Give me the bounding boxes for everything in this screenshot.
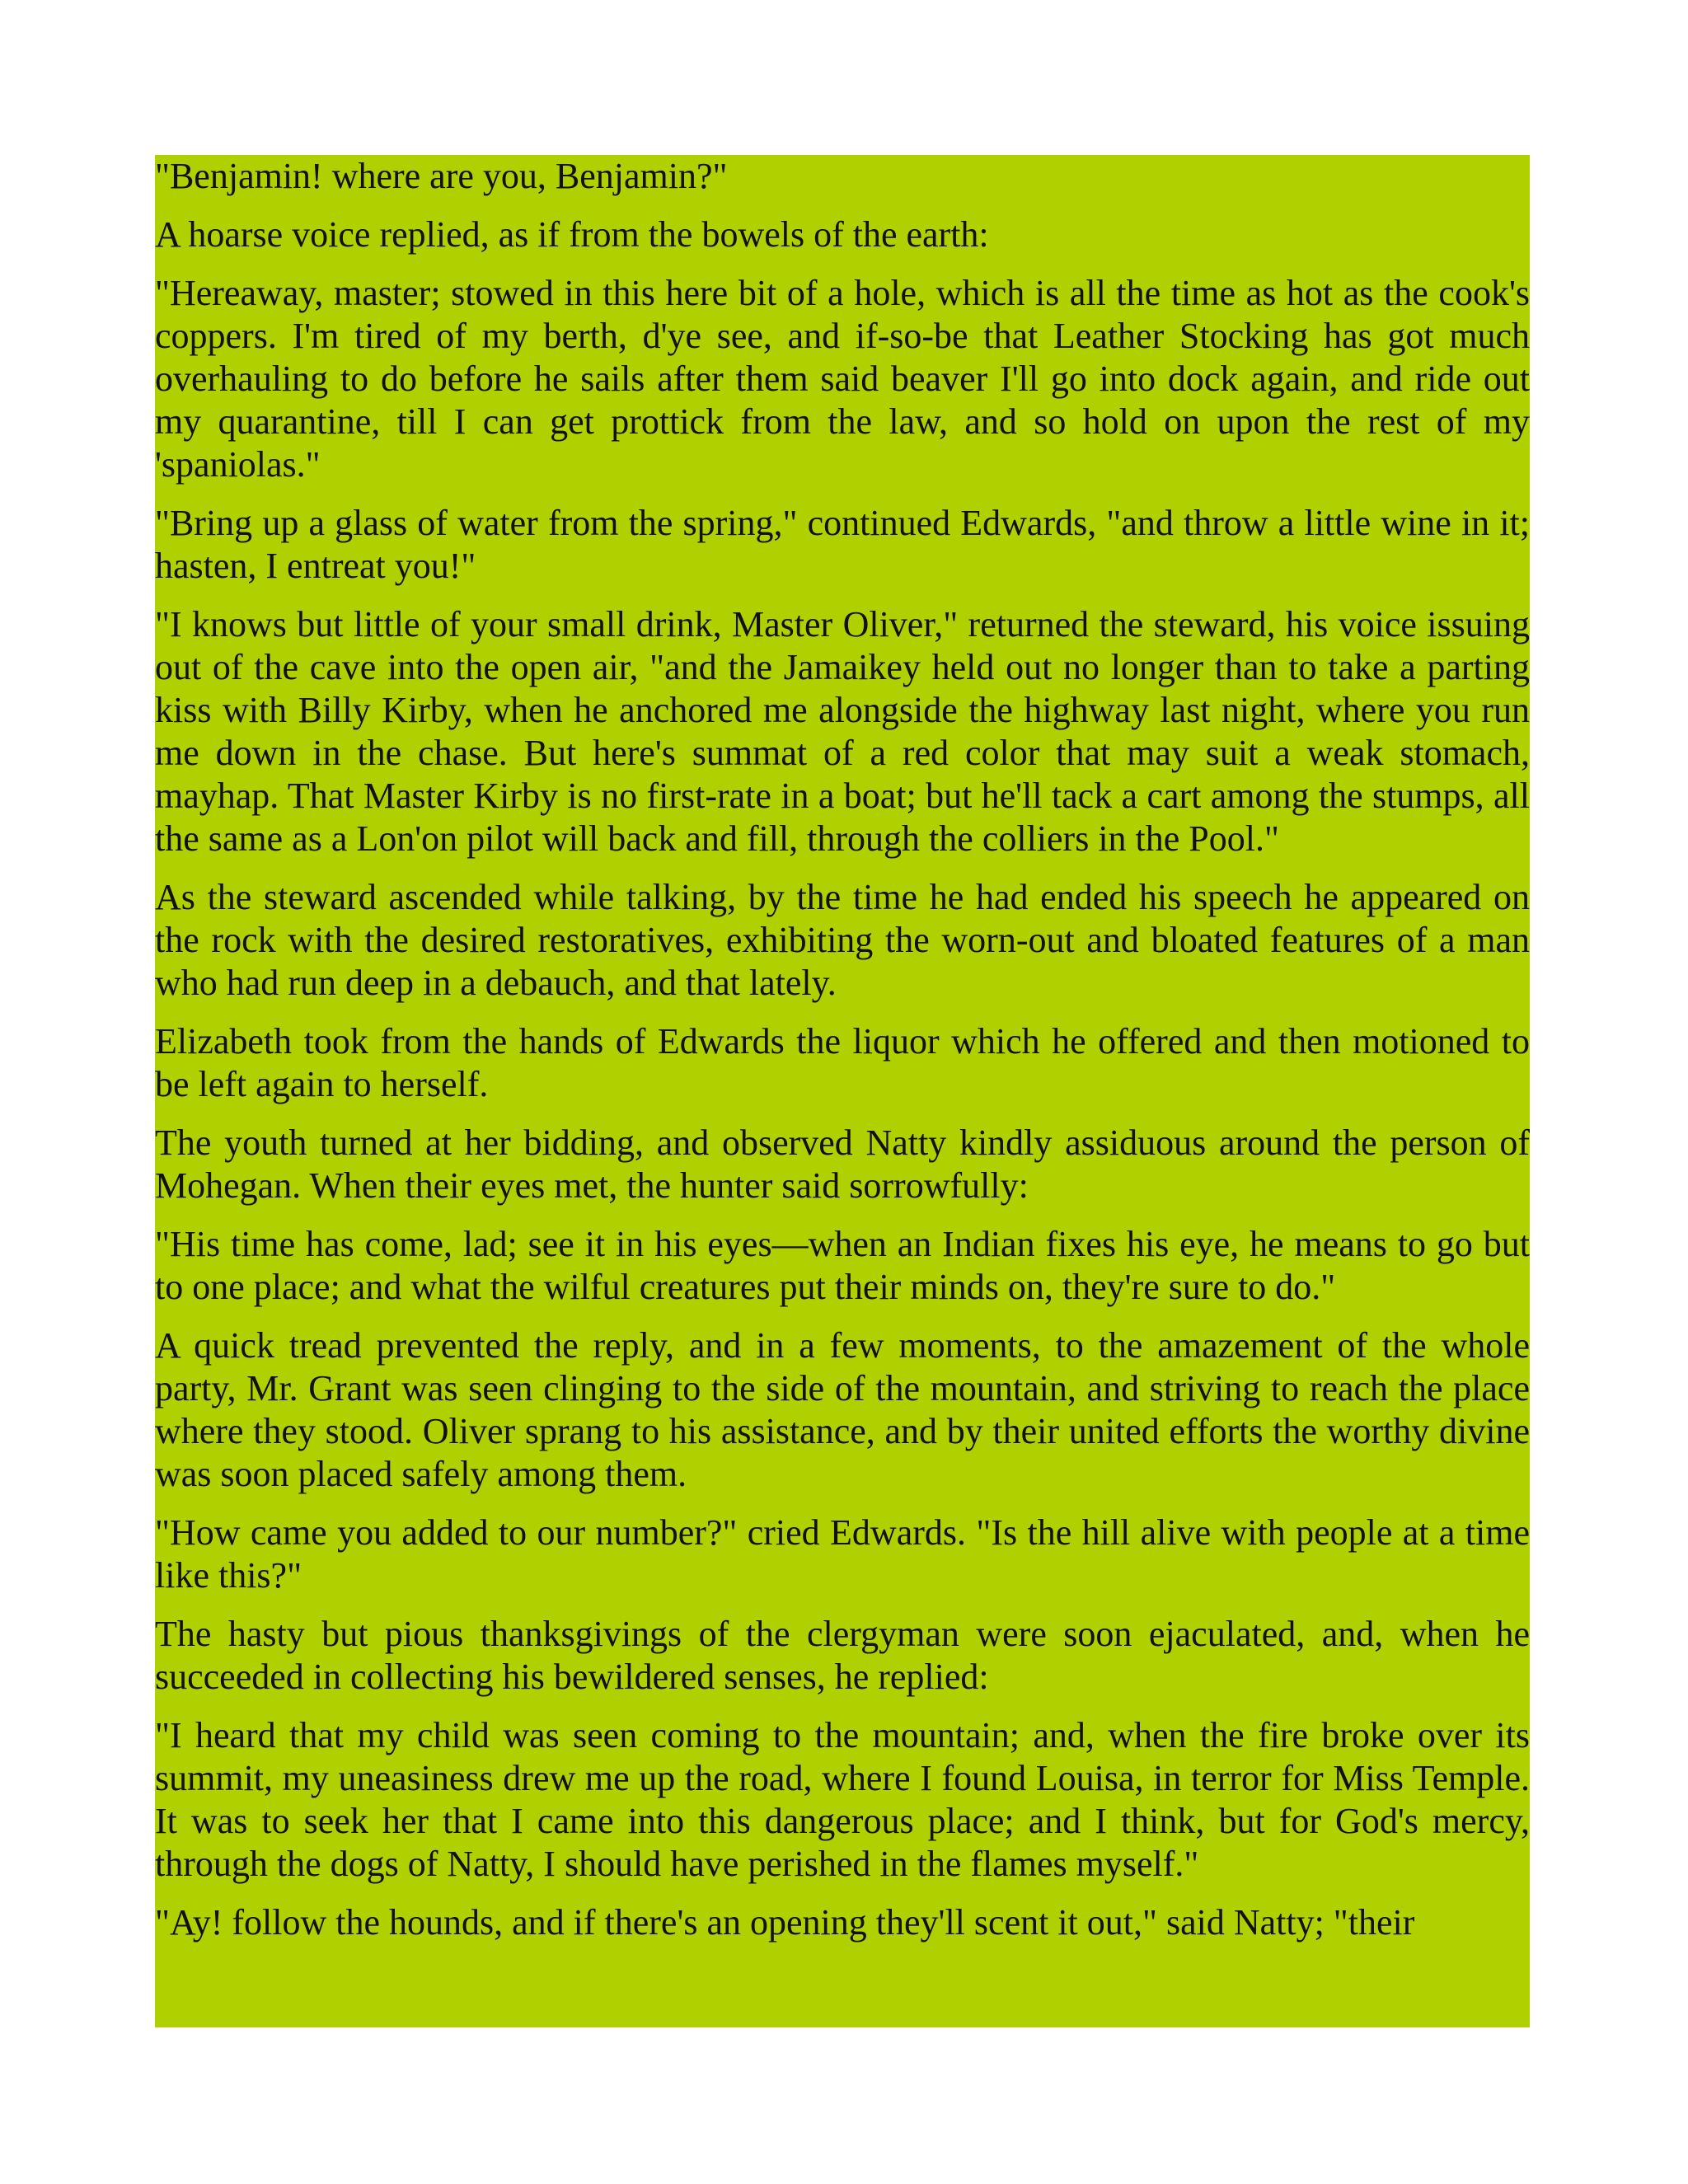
paragraph-8: The youth turned at her bidding, and observed Natty kindly assiduous around the person of Mohegan. When their eyes met, the hunter said sorrowfully: (155, 1122, 1530, 1206)
paragraph-5: "I knows but little of your small drink, Master Oliver," returned the steward, his voice issuing out of the cave into the open air, "and the Jamaikey held out no longer than to take a parting kiss with Billy Kirby, when he anchored me alongside the highway last night, where you run me down in the chase. But here's summat of a red color that may suit a weak stomach, mayhap. That Master Kirby is no first-rate in a boat; but he'll tack a cart among the stumps, all the same as a Lon'on pilot will back and fill, through the colliers in the Pool." (155, 604, 1530, 859)
paragraph-1: "Benjamin! where are you, Benjamin?" (155, 156, 728, 196)
text-block (155, 155, 1530, 2027)
paragraph-2: A hoarse voice replied, as if from the bowels of the earth: (155, 214, 989, 255)
paragraph-3: "Hereaway, master; stowed in this here bit of a hole, which is all the time as hot as the cook's coppers. I'm tired of my berth, d'ye see, and if-so-be that Leather Stocking has got much overhauling to do before he sails after them said beaver I'll go into dock again, and ride out my quarantine, till I can get prottick from the law, and so hold on upon the rest of my 'spaniolas." (155, 273, 1530, 485)
paragraph-12: The hasty but pious thanksgivings of the clergyman were soon ejaculated, and, when he succeeded in collecting his bewildered senses, he replied: (155, 1614, 1530, 1697)
paragraph-11: "How came you added to our number?" cried Edwards. "Is the hill alive with people at a time like this?" (155, 1512, 1530, 1596)
paragraph-6: As the steward ascended while talking, by the time he had ended his speech he appeared on the rock with the desired restoratives, exhibiting the worn-out and bloated features of a man who had run deep in a debauch, and that lately. (155, 877, 1530, 1003)
paragraph-10: A quick tread prevented the reply, and in a few moments, to the amazement of the whole party, Mr. Grant was seen clinging to the side of the mountain, and striving to reach the place where they stood. Oliver sprang to his assistance, and by their united efforts the worthy divine was soon placed safely among them. (155, 1325, 1530, 1494)
paragraph-14: "Ay! follow the hounds, and if there's an opening they'll scent it out," said Natty; "their (155, 1902, 1415, 1943)
paragraph-7: Elizabeth took from the hands of Edwards the liquor which he offered and then motioned to be left again to herself. (155, 1021, 1530, 1104)
paragraph-4: "Bring up a glass of water from the spring," continued Edwards, "and throw a little wine in it; hasten, I entreat you!" (155, 503, 1530, 586)
paragraph-13: "I heard that my child was seen coming to the mountain; and, when the fire broke over its summit, my uneasiness drew me up the road, where I found Louisa, in terror for Miss Temple. It was to seek her that I came into this dangerous place; and I think, but for God's mercy, through the dogs of Natty, I should have perished in the flames myself." (155, 1715, 1530, 1884)
paragraph-9: "His time has come, lad; see it in his eyes—when an Indian fixes his eye, he means to go but to one place; and what the wilful creatures put their minds on, they're sure to do." (155, 1224, 1530, 1307)
